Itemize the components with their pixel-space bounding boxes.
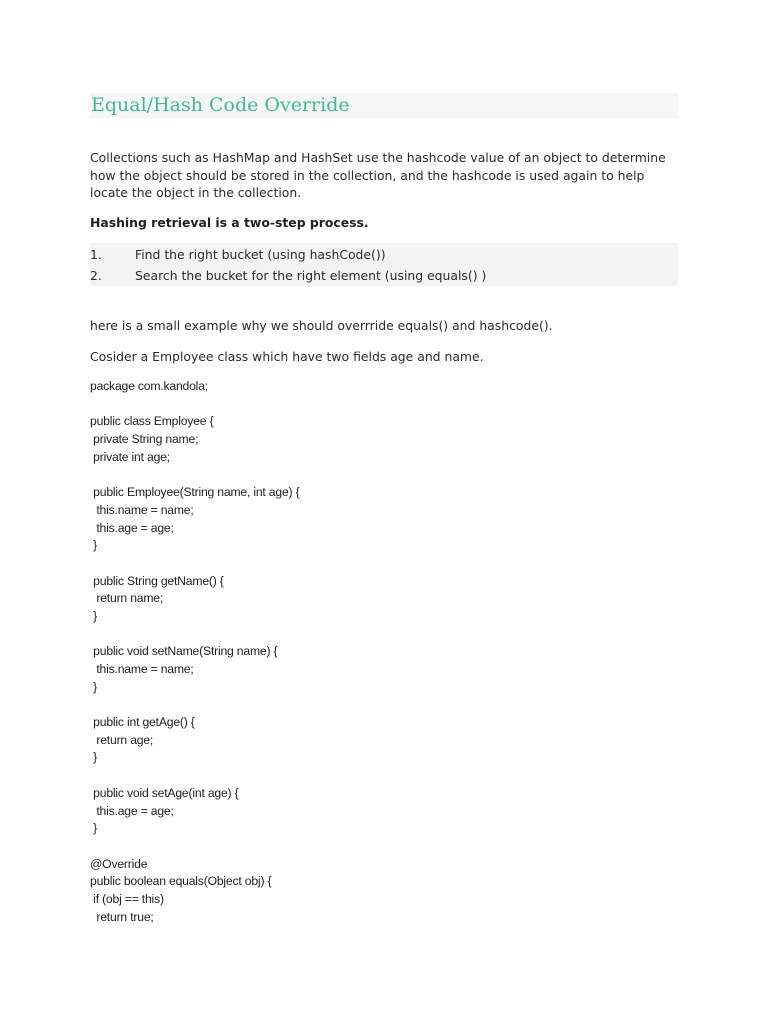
code-line <box>90 696 299 714</box>
code-line: } <box>90 679 98 694</box>
code-line: package com.kandola; <box>90 379 208 393</box>
list-item-text: Search the bucket for the right element (using equals() ) <box>135 268 487 283</box>
code-line: this.name = name; <box>90 502 194 517</box>
intro-line: how the object should be stored in the collection, and the hashcode is used again to help <box>90 167 645 183</box>
code-line <box>90 466 299 484</box>
code-line: this.age = age; <box>90 520 174 535</box>
code-line: this.age = age; <box>90 803 174 818</box>
code-line <box>90 555 299 573</box>
page-title: Equal/Hash Code Override <box>91 94 350 116</box>
example-paragraph: here is a small example why we should overrride equals() and hashcode(). <box>90 318 553 333</box>
code-line: if (obj == this) <box>90 891 164 906</box>
code-line: return age; <box>90 732 154 747</box>
code-line: public class Employee { <box>90 414 214 429</box>
code-line: } <box>90 821 98 836</box>
list-item <box>90 244 678 265</box>
numbered-list <box>90 243 678 286</box>
code-line: @Override <box>90 856 148 871</box>
code-line: public Employee(String name, int age) { <box>90 485 300 500</box>
code-line: public void setAge(int age) { <box>90 785 239 800</box>
code-line: } <box>90 750 98 765</box>
code-line: return name; <box>90 591 164 606</box>
list-item-number: 2. <box>90 268 102 283</box>
intro-paragraph <box>90 149 678 202</box>
code-line: private int age; <box>90 449 170 464</box>
code-line <box>90 626 299 644</box>
code-line: public int getAge() { <box>90 715 195 730</box>
code-line: public boolean equals(Object obj) { <box>90 874 272 889</box>
code-line: public void setName(String name) { <box>90 644 278 659</box>
code-line <box>90 838 299 856</box>
intro-line: locate the object in the collection. <box>90 185 302 200</box>
code-line: } <box>90 608 98 623</box>
code-line: private String name; <box>90 432 199 447</box>
code-line <box>90 767 299 785</box>
code-line: public String getName() { <box>90 573 224 588</box>
code-line: } <box>90 538 98 553</box>
list-item-number: 1. <box>90 247 102 262</box>
intro-line: Collections such as HashMap and HashSet use the hashcode value of an object to determine <box>90 150 666 165</box>
list-item <box>90 265 678 286</box>
code-block <box>90 378 299 926</box>
code-line: return true; <box>90 909 154 924</box>
code-line <box>90 396 299 414</box>
section-heading: Hashing retrieval is a two-step process. <box>90 215 369 230</box>
employee-paragraph: Cosider a Employee class which have two fields age and name. <box>90 349 484 364</box>
code-line: this.name = name; <box>90 662 194 676</box>
list-item-text: Find the right bucket (using hashCode()) <box>135 247 386 262</box>
